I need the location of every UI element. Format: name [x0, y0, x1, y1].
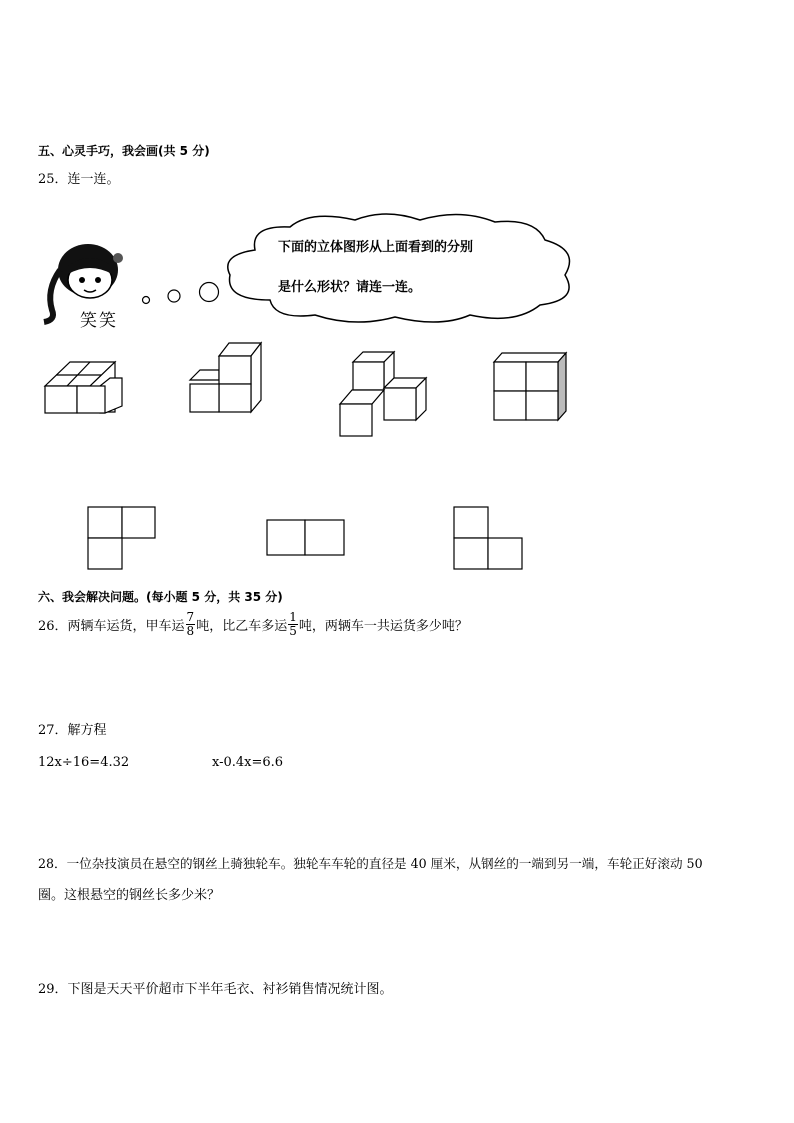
fraction-1-denominator: 8: [186, 624, 195, 638]
top-view-shape-3: [452, 505, 526, 571]
cloud-text-line-2: 是什么形状？请连一连。: [278, 280, 422, 295]
top-view-shape-1: [86, 505, 158, 571]
q26-part-2: 吨，比乙车多运: [196, 619, 288, 634]
q26-part-3: 吨，两辆车一共运货多少吨？: [298, 619, 468, 634]
solid-figure-4: [490, 350, 570, 422]
section-5-title: 五、心灵手巧，我会画(共 5 分): [38, 144, 210, 158]
question-29-label: 29．下图是天天平价超市下半年毛衣、衬衫销售情况统计图。: [38, 982, 393, 997]
cloud-text-line-1: 下面的立体图形从上面看到的分别: [278, 240, 474, 255]
question-28-line-1: 28．一位杂技演员在悬空的钢丝上骑独轮车。独轮车车轮的直径是 40 厘米，从钢丝的一端到另一端，车轮正好滚动 50: [38, 856, 703, 871]
section-6-title: 六、我会解决问题。(每小题 5 分，共 35 分): [38, 590, 283, 604]
equation-1: 12x÷16=4.32: [38, 755, 130, 770]
question-28-line-2: 圈。这根悬空的钢丝长多少米？: [38, 888, 221, 903]
solid-figure-2: [186, 340, 266, 416]
solid-figure-1: [40, 358, 130, 418]
question-26: [38, 611, 468, 638]
solid-figure-3: [338, 348, 430, 440]
fraction-one-fifth: [288, 611, 298, 638]
q26-part-1: 26．两辆车运货，甲车运: [38, 619, 185, 634]
speech-cloud: [215, 210, 585, 325]
top-view-shape-2: [265, 518, 347, 558]
fraction-2-numerator: 1: [289, 610, 297, 624]
character-name: 笑笑: [80, 311, 118, 331]
question-25-label: 25．连一连。: [38, 172, 120, 187]
question-27-label: 27．解方程: [38, 723, 107, 738]
equation-2: x-0.4x=6.6: [212, 755, 284, 770]
fraction-1-numerator: 7: [186, 610, 195, 624]
fraction-seven-eighths: [186, 611, 196, 638]
fraction-2-denominator: 5: [289, 624, 297, 638]
